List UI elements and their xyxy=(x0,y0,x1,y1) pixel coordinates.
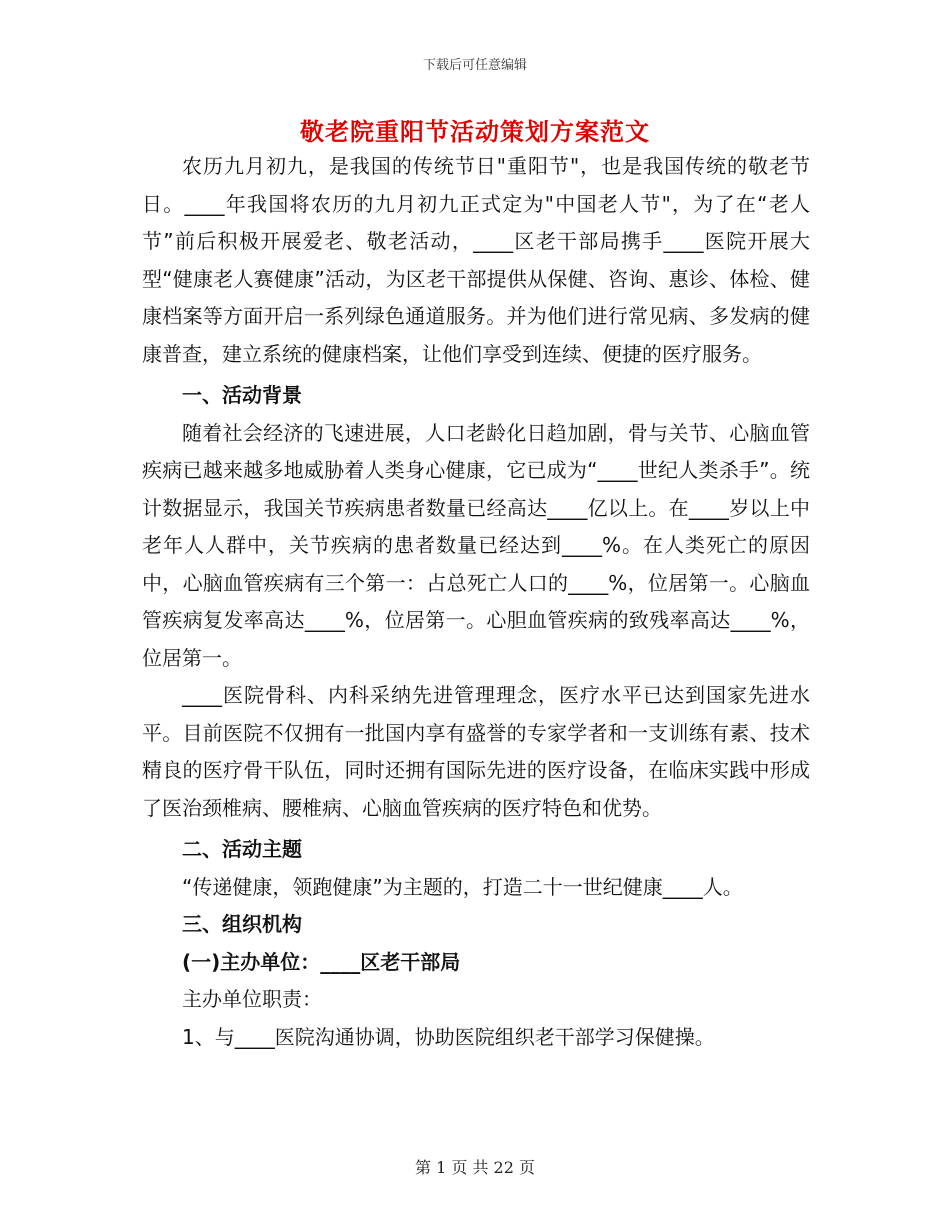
page-footer: 第 1 页 共 22 页 xyxy=(415,1158,535,1177)
document-body xyxy=(142,148,810,1056)
background-paragraph-2: ____医院骨科、内科采纳先进管理理念，医疗水平已达到国家先进水平。目前医院不仅拥有一批国内享有盛誉的专家学者和一支训练有素、技术精良的医疗骨干队伍，同时还拥有国际先进的医疗设备，在临床实践中形成了医治颈椎病、腰椎病、心脑血管疾病的医疗特色和优势。 xyxy=(142,683,810,820)
section-heading-theme: 二、活动主题 xyxy=(182,837,302,861)
organizer-duty-item-1: 1、与____医院沟通协调，协助医院组织老干部学习保健操。 xyxy=(182,1024,715,1049)
intro-paragraph: 农历九月初九，是我国的传统节日"重阳节"，也是我国传统的敬老节日。____年我国将农历的九月初九正式定为"中国老人节"，为了在“老人节”前后积极开展爱老、敬老活动，____区老干部局携手____医院开展大型“健康老人赛健康”活动，为区老干部提供从保健、咨询、惠诊、体检、健康档案等方面开启一系列绿色通道服务。并为他们进行常见病、多发病的健康普查，建立系统的健康档案，让他们享受到连续、便捷的医疗服务。 xyxy=(142,154,810,366)
organizer-subheading: (一)主办单位：____区老干部局 xyxy=(182,949,461,974)
background-paragraph-1: 随着社会经济的飞速进展，人口老龄化日趋加剧，骨与关节、心脑血管疾病已越来越多地威胁着人类身心健康，它已成为“____世纪人类杀手”。统计数据显示，我国关节疾病患者数量已经高达____亿以上。在____岁以上中老年人人群中，关节疾病的患者数量已经达到____%。在人类死亡的原因中，心脑血管疾病有三个第一：占总死亡人口的____%，位居第一。心脑血管疾病复发率高达____%，位居第一。心胆血管疾病的致残率高达____%，位居第一。 xyxy=(142,420,810,670)
document-title: 敬老院重阳节活动策划方案范文 xyxy=(300,117,650,146)
theme-paragraph: “传递健康，领跑健康”为主题的，打造二十一世纪健康____人。 xyxy=(182,874,743,899)
organizer-duty-label: 主办单位职责： xyxy=(182,987,322,1011)
section-heading-organization: 三、组织机构 xyxy=(182,912,302,936)
header-note: 下载后可任意编辑 xyxy=(422,58,527,73)
section-heading-background: 一、活动背景 xyxy=(182,383,302,407)
